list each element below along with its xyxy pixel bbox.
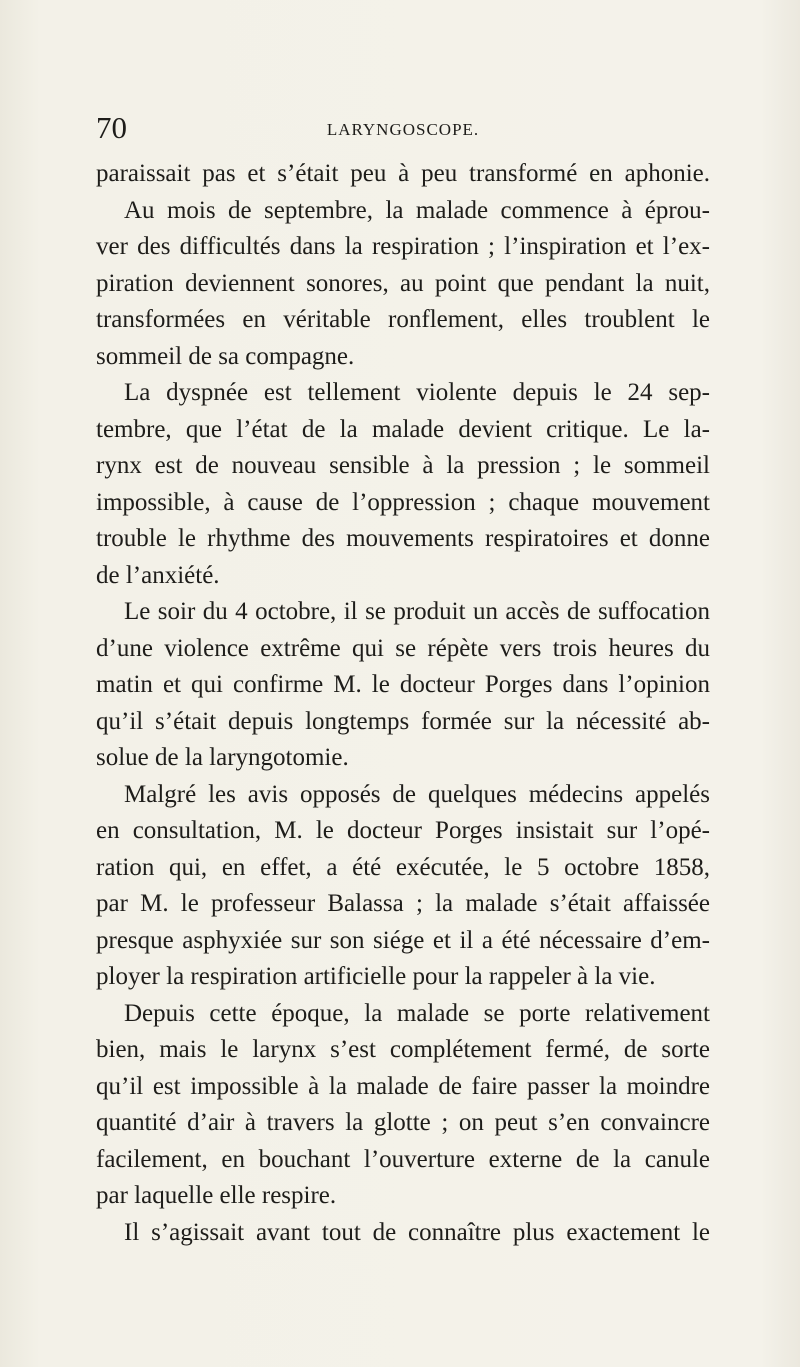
- body-text: [96, 156, 710, 1251]
- page-header: [96, 110, 710, 150]
- text-line: Il s’agissait avant tout de connaître plus exactement le: [124, 1218, 710, 1246]
- text-line: ration qui, en effet, a été exécutée, le 5 octobre 1858,: [96, 853, 710, 881]
- text-line: quantité d’air à travers la glotte ; on peut s’en convaincre: [96, 1109, 710, 1136]
- text-line: matin et qui confirme M. le docteur Porges dans l’opinion: [96, 671, 710, 698]
- text-line: d’une violence extrême qui se répète vers trois heures du: [96, 634, 710, 662]
- text-line: ver des difficultés dans la respiration ; l’inspiration et l’ex-: [96, 233, 710, 260]
- text-line: qu’il est impossible à la malade de faire passer la moindre: [96, 1072, 710, 1100]
- text-line: bien, mais le larynx s’est complétement fermé, de sorte: [96, 1036, 710, 1063]
- text-line: La dyspnée est tellement violente depuis le 24 sep-: [124, 379, 710, 406]
- text-line: Malgré les avis opposés de quelques médecins appelés: [124, 780, 710, 808]
- text-line: paraissait pas et s’était peu à peu transformé en aphonie.: [96, 160, 710, 187]
- text-line: impossible, à cause de l’oppression ; chaque mouvement: [96, 488, 710, 516]
- page-number: 70: [96, 110, 127, 145]
- text-line: sommeil de sa compagne.: [96, 342, 355, 370]
- text-line: ployer la respiration artificielle pour la rappeler à la vie.: [96, 963, 656, 990]
- text-line: piration deviennent sonores, au point que pendant la nuit,: [96, 269, 710, 297]
- text-line: trouble le rhythme des mouvements respiratoires et donne: [96, 525, 710, 552]
- text-line: Depuis cette époque, la malade se porte relativement: [124, 999, 710, 1027]
- running-title: LARYNGOSCOPE.: [326, 120, 480, 139]
- text-line: par laquelle elle respire.: [96, 1182, 337, 1209]
- text-line: par M. le professeur Balassa ; la malade s’était affaissée: [96, 890, 710, 917]
- text-line: Le soir du 4 octobre, il se produit un accès de suffocation: [124, 598, 710, 625]
- text-line: qu’il s’était depuis longtemps formée sur la nécessité ab-: [96, 707, 710, 735]
- text-line: rynx est de nouveau sensible à la pression ; le sommeil: [96, 452, 710, 479]
- text-line: de l’anxiété.: [96, 561, 220, 589]
- text-line: transformées en véritable ronflement, elles troublent le: [96, 306, 710, 333]
- text-line: facilement, en bouchant l’ouverture externe de la canule: [96, 1145, 710, 1173]
- text-line: en consultation, M. le docteur Porges insistait sur l’opé-: [96, 817, 710, 844]
- text-line: presque asphyxiée sur son siége et il a été nécessaire d’em-: [96, 926, 710, 954]
- text-line: Au mois de septembre, la malade commence à éprou-: [124, 196, 710, 224]
- text-line: tembre, que l’état de la malade devient critique. Le la-: [96, 415, 710, 443]
- text-line: solue de la laryngotomie.: [96, 744, 349, 771]
